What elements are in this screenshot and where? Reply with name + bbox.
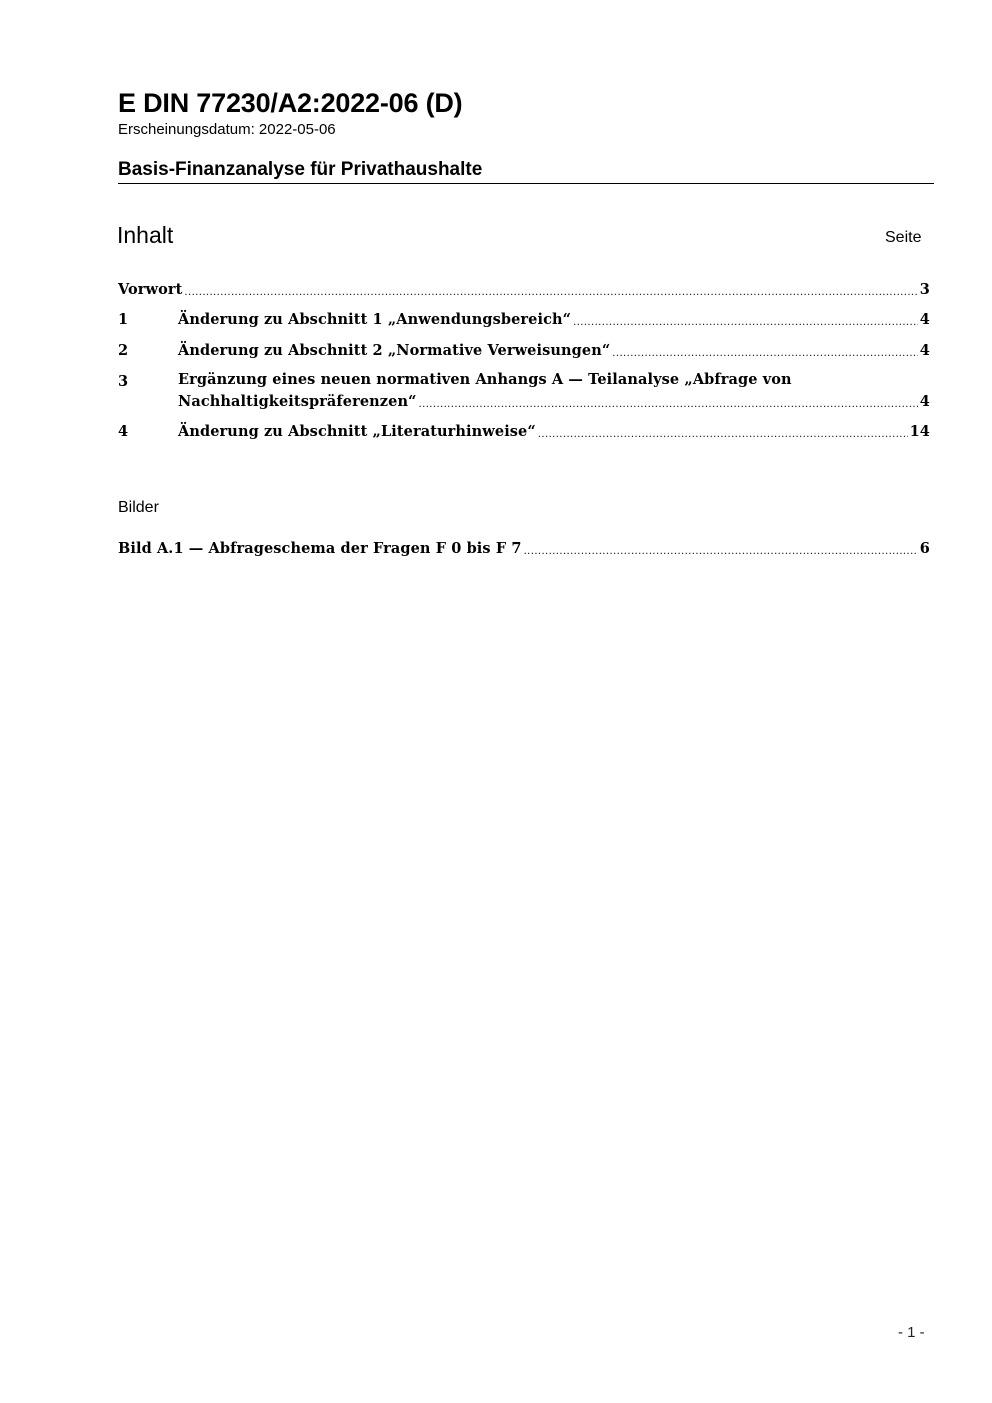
toc-entry-1[interactable]: [178, 308, 930, 330]
figure-entry-text: Bild A.1 — Abfrageschema der Fragen F 0 bis F 7: [118, 540, 522, 557]
toc-entry-2[interactable]: [178, 339, 930, 361]
toc-entry-number: 3: [118, 373, 129, 390]
toc-entry-page: 14: [909, 423, 930, 440]
toc-leader: [538, 428, 908, 442]
toc-entry-text: Nachhaltigkeitspräferenzen“: [178, 393, 417, 410]
toc-heading: Inhalt: [117, 222, 174, 248]
figure-entry-a1[interactable]: [118, 537, 930, 559]
toc-entry-text: Vorwort: [118, 281, 183, 298]
toc-entry-page: 4: [919, 311, 930, 328]
toc-entry-text: Änderung zu Abschnitt 2 „Normative Verweisungen“: [178, 342, 611, 359]
document-title: Basis-Finanzanalyse für Privathaushalte: [118, 159, 483, 180]
toc-entry-number: 1: [118, 311, 129, 328]
toc-entry-text: Änderung zu Abschnitt 1 „Anwendungsbereich“: [178, 311, 572, 328]
page-column-label: Seite: [885, 229, 922, 246]
footer-page-number: - 1 -: [898, 1324, 925, 1341]
toc-leader: [184, 286, 917, 300]
toc-leader: [419, 398, 918, 412]
toc-entry-number: 4: [118, 423, 129, 440]
toc-entry-text: Änderung zu Abschnitt „Literaturhinweise“: [178, 423, 536, 440]
toc-leader: [524, 545, 918, 559]
figures-heading: Bilder: [118, 499, 159, 516]
toc-entry-page: 3: [919, 281, 930, 298]
document-id: E DIN 77230/A2:2022-06 (D): [118, 88, 463, 118]
title-divider: [118, 183, 934, 184]
toc-entry-page: 4: [919, 342, 930, 359]
figure-entry-page: 6: [919, 540, 930, 557]
toc-leader: [573, 316, 918, 330]
toc-entry-4[interactable]: [178, 420, 930, 442]
toc-entry-3[interactable]: [178, 390, 930, 412]
toc-entry-page: 4: [919, 393, 930, 410]
toc-leader: [612, 347, 918, 361]
toc-entry-vorwort[interactable]: [118, 278, 930, 300]
toc-entry-3-line1[interactable]: Ergänzung eines neuen normativen Anhangs A — Teilanalyse „Abfrage von: [178, 371, 792, 388]
publication-date: Erscheinungsdatum: 2022-05-06: [118, 121, 336, 138]
toc-entry-number: 2: [118, 342, 129, 359]
